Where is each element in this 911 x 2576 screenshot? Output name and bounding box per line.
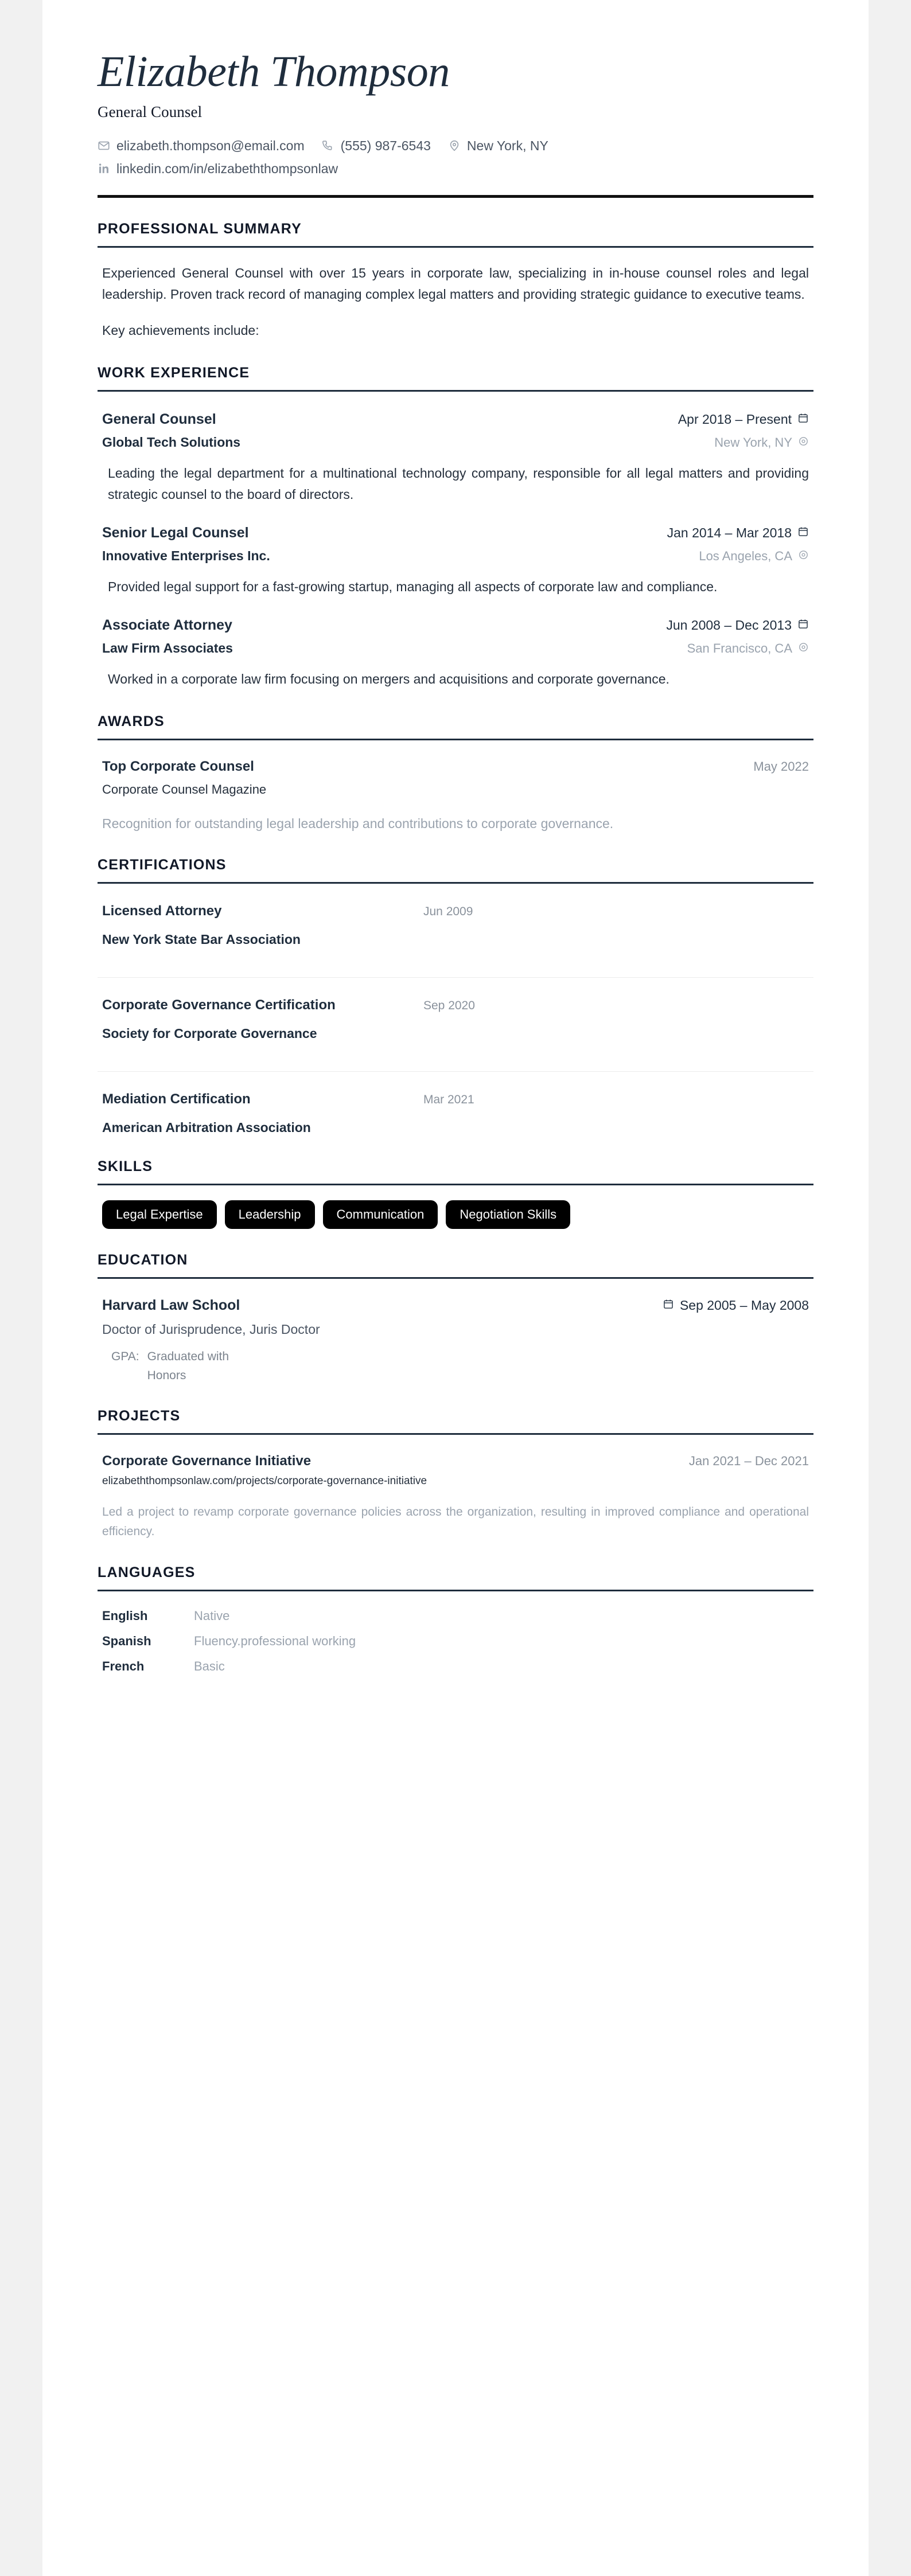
language-row bbox=[102, 1659, 809, 1674]
section-education bbox=[98, 1252, 813, 1385]
job-description: Provided legal support for a fast-growing startup, managing all aspects of corporate law and compliance. bbox=[108, 579, 718, 595]
map-pin-icon bbox=[448, 139, 461, 152]
certification-name: Mediation Certification bbox=[102, 1091, 251, 1107]
certification-date: Mar 2021 bbox=[423, 1093, 474, 1107]
skill-pill: Negotiation Skills bbox=[446, 1200, 570, 1229]
section-divider bbox=[98, 246, 813, 248]
resume-page bbox=[42, 0, 869, 2576]
calendar-icon bbox=[797, 618, 809, 633]
phone-icon bbox=[322, 139, 334, 152]
job-title: Associate Attorney bbox=[102, 617, 232, 634]
education-date-text: Sep 2005 – May 2008 bbox=[679, 1298, 809, 1313]
skill-pill: Communication bbox=[323, 1200, 438, 1229]
job-company: Law Firm Associates bbox=[102, 641, 233, 656]
calendar-icon bbox=[797, 412, 809, 427]
social-row bbox=[98, 162, 813, 175]
award-entry bbox=[98, 759, 813, 834]
section-heading-awards: AWARDS bbox=[98, 713, 165, 729]
map-pin-icon bbox=[798, 435, 809, 450]
calendar-icon bbox=[663, 1298, 674, 1313]
job-location bbox=[714, 435, 809, 450]
project-entry bbox=[98, 1453, 813, 1541]
section-divider bbox=[98, 1184, 813, 1185]
language-name: Spanish bbox=[102, 1633, 151, 1648]
project-url[interactable]: elizabeththompsonlaw.com/projects/corporate-governance-initiative bbox=[102, 1475, 427, 1488]
certification-entry bbox=[98, 903, 813, 947]
map-pin-icon bbox=[798, 641, 809, 656]
map-pin-icon bbox=[798, 549, 809, 564]
education-degree: Doctor of Jurisprudence, Juris Doctor bbox=[102, 1322, 320, 1337]
section-certifications bbox=[98, 857, 813, 1135]
certification-entry bbox=[98, 997, 813, 1041]
certification-issuer: American Arbitration Association bbox=[102, 1120, 311, 1135]
certification-entry bbox=[98, 1091, 813, 1135]
job-company: Global Tech Solutions bbox=[102, 434, 241, 450]
language-level: Fluency.professional working bbox=[194, 1633, 356, 1648]
skill-list bbox=[98, 1200, 813, 1229]
job-date-text: Jan 2014 – Mar 2018 bbox=[667, 525, 792, 541]
section-projects bbox=[98, 1408, 813, 1541]
list-separator bbox=[98, 1071, 813, 1072]
summary-paragraph: Experienced General Counsel with over 15 years in corporate law, specializing in in-house counsel roles and legal leadership. Proven track record of managing complex legal matters and providing strategic guidance to executive teams. bbox=[102, 265, 809, 302]
certification-date: Jun 2009 bbox=[423, 905, 473, 919]
job-location bbox=[699, 549, 809, 564]
experience-entry bbox=[98, 617, 813, 690]
project-title: Corporate Governance Initiative bbox=[102, 1453, 312, 1469]
section-heading-certifications: CERTIFICATIONS bbox=[98, 857, 227, 873]
candidate-title: General Counsel bbox=[98, 103, 203, 120]
section-heading-projects: PROJECTS bbox=[98, 1408, 181, 1424]
contact-linkedin[interactable] bbox=[98, 162, 338, 175]
job-date-text: Apr 2018 – Present bbox=[678, 411, 792, 427]
certification-issuer: New York State Bar Association bbox=[102, 932, 301, 947]
section-divider bbox=[98, 390, 813, 392]
contact-location-text: New York, NY bbox=[466, 138, 548, 153]
section-heading-summary: PROFESSIONAL SUMMARY bbox=[98, 220, 302, 237]
contact-row bbox=[98, 139, 813, 153]
contact-phone-text: (555) 987-6543 bbox=[340, 138, 431, 153]
certification-name: Licensed Attorney bbox=[102, 903, 222, 919]
section-work-experience bbox=[98, 365, 813, 690]
experience-entry bbox=[98, 411, 813, 506]
contact-linkedin-text: linkedin.com/in/elizabeththompsonlaw bbox=[116, 161, 338, 176]
award-issuer: Corporate Counsel Magazine bbox=[102, 782, 267, 797]
contact-email[interactable] bbox=[98, 139, 305, 153]
section-divider bbox=[98, 1590, 813, 1591]
contact-location bbox=[448, 139, 548, 153]
award-date: May 2022 bbox=[753, 759, 809, 774]
calendar-icon bbox=[797, 525, 809, 541]
contact-email-text: elizabeth.thompson@email.com bbox=[116, 138, 305, 153]
contact-phone[interactable] bbox=[322, 139, 431, 153]
education-entry bbox=[98, 1297, 813, 1385]
job-date-text: Jun 2008 – Dec 2013 bbox=[666, 618, 792, 633]
section-skills bbox=[98, 1158, 813, 1229]
section-divider bbox=[98, 882, 813, 884]
project-description: Led a project to revamp corporate governance policies across the organization, resulting in improved compliance and operational efficiency. bbox=[102, 1505, 809, 1539]
envelope-icon bbox=[98, 139, 110, 152]
certification-issuer: Society for Corporate Governance bbox=[102, 1026, 317, 1041]
language-level: Native bbox=[194, 1608, 230, 1623]
job-date bbox=[678, 412, 809, 427]
education-date bbox=[663, 1298, 809, 1313]
section-heading-experience: WORK EXPERIENCE bbox=[98, 364, 250, 381]
award-description: Recognition for outstanding legal leadership and contributions to corporate governance. bbox=[102, 815, 614, 831]
job-description: Worked in a corporate law firm focusing on mergers and acquisitions and corporate governance. bbox=[108, 672, 669, 687]
section-divider bbox=[98, 1433, 813, 1435]
job-title: Senior Legal Counsel bbox=[102, 525, 249, 541]
project-date: Jan 2021 – Dec 2021 bbox=[688, 1454, 809, 1469]
education-gpa-value: Graduated with Honors bbox=[147, 1350, 229, 1382]
language-row bbox=[102, 1634, 809, 1649]
section-professional-summary bbox=[98, 221, 813, 342]
job-location bbox=[687, 641, 809, 656]
section-divider bbox=[98, 1277, 813, 1279]
language-level: Basic bbox=[194, 1658, 225, 1673]
experience-entry bbox=[98, 525, 813, 598]
skill-pill: Legal Expertise bbox=[102, 1200, 217, 1229]
job-date bbox=[666, 618, 809, 633]
job-company: Innovative Enterprises Inc. bbox=[102, 548, 270, 564]
linkedin-icon bbox=[98, 162, 110, 175]
education-school: Harvard Law School bbox=[102, 1297, 240, 1314]
section-heading-skills: SKILLS bbox=[98, 1158, 153, 1175]
section-heading-languages: LANGUAGES bbox=[98, 1564, 196, 1580]
list-separator bbox=[98, 977, 813, 978]
job-date bbox=[667, 525, 809, 541]
section-divider bbox=[98, 739, 813, 740]
job-description: Leading the legal department for a multinational technology company, responsible for all legal matters and providing strategic counsel to the board of directors. bbox=[108, 465, 809, 502]
candidate-name: Elizabeth Thompson bbox=[98, 48, 450, 96]
header-divider bbox=[98, 195, 813, 198]
certification-date: Sep 2020 bbox=[423, 999, 475, 1013]
job-title: General Counsel bbox=[102, 411, 216, 427]
resume-header bbox=[98, 49, 813, 198]
job-location-text: New York, NY bbox=[714, 435, 792, 450]
language-list bbox=[98, 1609, 813, 1674]
education-gpa bbox=[102, 1348, 809, 1385]
job-location-text: San Francisco, CA bbox=[687, 641, 792, 656]
language-row bbox=[102, 1609, 809, 1623]
section-languages bbox=[98, 1564, 813, 1674]
job-location-text: Los Angeles, CA bbox=[699, 549, 792, 564]
skill-pill: Leadership bbox=[225, 1200, 315, 1229]
education-gpa-label: GPA: bbox=[111, 1350, 139, 1364]
language-name: French bbox=[102, 1658, 145, 1673]
language-name: English bbox=[102, 1608, 148, 1623]
section-heading-education: EDUCATION bbox=[98, 1252, 188, 1269]
section-awards bbox=[98, 713, 813, 834]
summary-achievements-label: Key achievements include: bbox=[102, 323, 259, 338]
certification-name: Corporate Governance Certification bbox=[102, 997, 336, 1013]
award-title: Top Corporate Counsel bbox=[102, 758, 254, 774]
